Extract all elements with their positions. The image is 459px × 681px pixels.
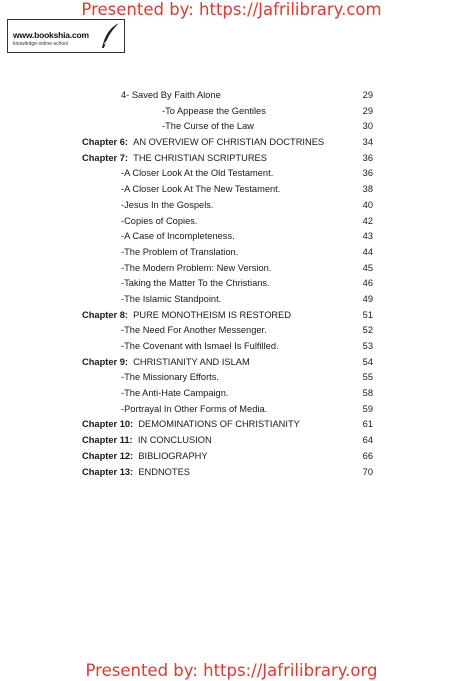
toc-section-entry: [0, 261, 459, 277]
page-number: 38: [362, 184, 373, 195]
toc-title: -Portrayal In Other Forms of Media.: [121, 403, 268, 414]
toc-entry-text: [82, 151, 267, 167]
page-number: 64: [362, 435, 373, 446]
chapter-label: Chapter 8:: [82, 309, 128, 320]
toc-title: -The Need For Another Messenger.: [121, 325, 267, 336]
page-number: 66: [362, 450, 373, 461]
toc-entry-text: [82, 449, 208, 465]
toc-section-entry: [0, 104, 459, 120]
page-number: 49: [362, 293, 373, 304]
toc-section-entry: [0, 119, 459, 135]
toc-entry-text: [121, 198, 214, 214]
quill-icon: [99, 22, 121, 50]
toc-entry-text: [121, 339, 279, 355]
toc-section-entry: [0, 292, 459, 308]
toc-title: -A Case of Incompleteness.: [121, 231, 235, 242]
toc-section-entry: [0, 182, 459, 198]
chapter-label: Chapter 11:: [82, 435, 133, 446]
page-number: 58: [362, 388, 373, 399]
toc-title: CHRISTIANITY AND ISLAM: [133, 356, 250, 367]
page-number: 53: [362, 341, 373, 351]
toc-chapter-entry: [0, 417, 459, 433]
toc-title: -The Anti-Hate Campaign.: [121, 388, 229, 399]
toc-title: -A Closer Look At The New Testament.: [121, 184, 281, 195]
toc-section-entry: [0, 386, 459, 402]
toc-title: THE CHRISTIAN SCRIPTURES: [133, 152, 267, 163]
toc-section-entry: [0, 370, 459, 386]
toc-title: 4- Saved By Faith Alone: [121, 90, 221, 100]
watermark-bottom: Presented by: https://Jafrilibrary.org: [85, 661, 378, 680]
toc-entry-text: [121, 166, 273, 182]
toc-title: IN CONCLUSION: [137, 435, 212, 446]
toc-title: -Taking the Matter To the Christians.: [121, 278, 270, 289]
page-number: 46: [362, 278, 373, 289]
toc-title: BIBLIOGRAPHY: [138, 450, 208, 461]
toc-chapter-entry: [0, 135, 459, 151]
toc-title: -The Curse of the Law: [162, 121, 254, 132]
toc-entry-text: [162, 119, 254, 135]
toc-section-entry: [0, 229, 459, 245]
toc-entry-text: [121, 292, 221, 308]
toc-entry-text: [121, 323, 267, 339]
toc-entry-text: [82, 433, 212, 449]
toc-chapter-entry: [0, 433, 459, 449]
toc-section-entry: [0, 276, 459, 292]
toc-entry-text: [82, 355, 250, 371]
toc-entry-text: [121, 261, 271, 277]
toc-title: -A Closer Look At the Old Testament.: [121, 168, 274, 179]
page-number: 44: [362, 246, 373, 257]
toc-entry-text: [121, 276, 270, 292]
toc-title: -To Appease the Gentiles: [162, 105, 266, 116]
toc-entry-text: [121, 88, 221, 104]
page-number: 29: [362, 90, 373, 100]
page-number: 36: [362, 152, 373, 163]
toc-chapter-entry: [0, 465, 459, 481]
toc-section-entry: [0, 245, 459, 261]
toc-entry-text: [121, 182, 280, 198]
toc-title: -The Islamic Standpoint.: [121, 293, 222, 304]
toc-chapter-entry: [0, 355, 459, 371]
toc-section-entry: [0, 88, 459, 104]
toc-entry-text: [121, 245, 238, 261]
logo-tagline: knowledge-online-school: [13, 41, 69, 47]
toc-entry-text: [121, 229, 235, 245]
toc-title: DEMOMINATIONS OF CHRISTIANITY: [138, 419, 300, 430]
toc-entry-text: [82, 417, 300, 433]
toc-title: PURE MONOTHEISM IS RESTORED: [133, 309, 292, 320]
page-number: 43: [362, 231, 373, 242]
toc-title: -The Modern Problem: New Version.: [121, 262, 272, 273]
page-number: 61: [362, 419, 373, 430]
page-number: 45: [362, 262, 373, 273]
table-of-contents: [0, 88, 459, 480]
logo-site-text: www.bookshia.com: [13, 30, 89, 40]
toc-entry-text: [121, 214, 197, 230]
toc-section-entry: [0, 402, 459, 418]
toc-section-entry: [0, 214, 459, 230]
page-number: 29: [362, 105, 373, 116]
toc-title: ENDNOTES: [138, 466, 190, 477]
page-number: 34: [362, 137, 373, 148]
toc-section-entry: [0, 323, 459, 339]
toc-title: -The Problem of Translation.: [121, 246, 239, 257]
toc-section-entry: [0, 198, 459, 214]
chapter-label: Chapter 12:: [82, 450, 134, 461]
toc-chapter-entry: [0, 308, 459, 324]
page-number: 40: [362, 199, 373, 210]
page-number: 59: [362, 403, 373, 414]
page-number: 52: [362, 325, 373, 336]
chapter-label: Chapter 10:: [82, 419, 134, 430]
toc-section-entry: [0, 339, 459, 355]
toc-title: -The Covenant with Ismael Is Fulfilled.: [121, 341, 279, 351]
bookshia-logo: [7, 19, 125, 53]
page-number: 42: [362, 215, 373, 226]
watermark-top: Presented by: https://Jafrilibrary.com: [81, 0, 382, 19]
toc-entry-text: [121, 386, 228, 402]
toc-title: AN OVERVIEW OF CHRISTIAN DOCTRINES: [133, 137, 325, 148]
page-number: 55: [362, 372, 373, 383]
chapter-label: Chapter 7:: [82, 152, 128, 163]
toc-title: -The Missionary Efforts.: [121, 372, 219, 383]
toc-section-entry: [0, 166, 459, 182]
toc-entry-text: [162, 104, 266, 120]
toc-entry-text: [121, 370, 219, 386]
page-number: 70: [362, 466, 373, 477]
chapter-label: Chapter 13:: [82, 466, 134, 477]
page-number: 36: [362, 168, 373, 179]
toc-entry-text: [82, 308, 291, 324]
toc-title: -Copies of Copies.: [121, 215, 198, 226]
page-number: 54: [362, 356, 373, 367]
toc-title: -Jesus In the Gospels.: [121, 199, 214, 210]
toc-chapter-entry: [0, 449, 459, 465]
toc-entry-text: [121, 402, 267, 418]
toc-chapter-entry: [0, 151, 459, 167]
toc-entry-text: [82, 465, 190, 481]
toc-entry-text: [82, 135, 324, 151]
chapter-label: Chapter 6:: [82, 137, 128, 148]
page-number: 51: [362, 309, 373, 320]
chapter-label: Chapter 9:: [82, 356, 128, 367]
page-number: 30: [362, 121, 373, 132]
